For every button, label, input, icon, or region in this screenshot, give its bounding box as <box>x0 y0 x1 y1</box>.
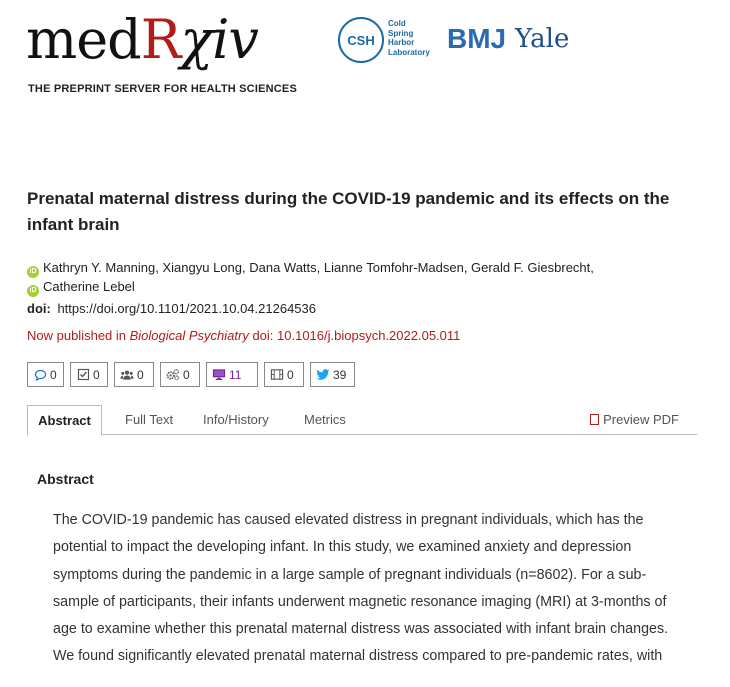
badge-count: 0 <box>50 367 57 382</box>
metrics-badges <box>27 362 355 387</box>
csh-logo-icon[interactable] <box>338 17 384 63</box>
badge-count: 0 <box>183 367 190 382</box>
badge-count: 39 <box>333 367 347 382</box>
logo-med: med <box>26 8 141 71</box>
altmetric-badge[interactable] <box>206 362 258 387</box>
csh-logo-text <box>388 19 430 57</box>
logo-r: R <box>140 8 181 71</box>
authors-line-1[interactable]: Kathryn Y. Manning, Xiangyu Long, Dana Watts, Lianne Tomfohr-Madsen, Gerald F. Giesbrecht, <box>43 260 594 275</box>
cogs-icon <box>166 368 180 382</box>
twitter-badge[interactable] <box>310 362 355 387</box>
tab-info-history[interactable]: Info/History <box>203 412 269 427</box>
doi-label: doi: <box>27 301 51 316</box>
doi-line <box>27 301 316 316</box>
monitor-icon <box>212 368 226 382</box>
article-title: Prenatal maternal distress during the COVID-19 pandemic and its effects on the infant brain <box>27 189 670 234</box>
badge-count: 0 <box>287 367 294 382</box>
tab-metrics[interactable]: Metrics <box>304 412 346 427</box>
authors-line-2[interactable]: Catherine Lebel <box>43 279 135 294</box>
users-icon <box>120 368 134 382</box>
comments-badge[interactable] <box>27 362 64 387</box>
film-icon <box>270 368 284 382</box>
csh-line: Harbor <box>388 38 415 47</box>
orcid-icon[interactable]: iD <box>27 285 39 297</box>
logo-xiv: χiv <box>180 8 258 71</box>
automated-badge[interactable] <box>160 362 200 387</box>
badge-count: 0 <box>93 367 100 382</box>
published-prefix: Now published in <box>27 328 130 343</box>
comment-icon <box>33 368 47 382</box>
badge-count: 11 <box>229 367 242 382</box>
site-tagline: THE PREPRINT SERVER FOR HEALTH SCIENCES <box>28 83 297 95</box>
preview-pdf-link[interactable] <box>590 405 679 435</box>
csh-line: Spring <box>388 28 414 38</box>
check-square-icon <box>76 368 90 382</box>
community-badge[interactable] <box>114 362 154 387</box>
media-badge[interactable] <box>264 362 304 387</box>
published-notice[interactable] <box>27 328 460 343</box>
preview-pdf-label: Preview PDF <box>603 412 679 427</box>
twitter-icon <box>316 368 330 382</box>
doi-link[interactable]: https://doi.org/10.1101/2021.10.04.21264536 <box>57 301 316 316</box>
medrxiv-logo[interactable] <box>26 10 258 70</box>
reviews-badge[interactable] <box>70 362 108 387</box>
csh-line: Laboratory <box>388 47 430 57</box>
published-doi: doi: 10.1016/j.biopsych.2022.05.011 <box>248 328 461 343</box>
abstract-body: The COVID-19 pandemic has caused elevated distress in pregnant individuals, which has the potential to impact the developing infant. In this study, we examined anxiety and depression symptoms during the pandemic in a large sample of pregnant individuals (n=8602). For a sub-sample of participants, their infants underwent magnetic resonance imaging (MRI) at 3-months of age to examine whether this prenatal maternal distress was associated with infant brain changes. We found significantly elevated prenatal maternal distress compared to pre-pandemic rates, with <box>53 512 669 665</box>
author-list <box>27 259 667 297</box>
article-tabs <box>27 405 697 435</box>
tab-full-text[interactable]: Full Text <box>125 412 174 427</box>
csh-mark: CSH <box>347 32 375 48</box>
tab-abstract[interactable]: Abstract <box>27 405 102 436</box>
bmj-logo[interactable]: BMJ <box>447 23 507 54</box>
badge-count: 0 <box>137 367 144 382</box>
pdf-file-icon <box>590 414 599 425</box>
abstract-heading: Abstract <box>37 471 94 487</box>
yale-logo[interactable]: Yale <box>515 24 570 54</box>
published-journal: Biological Psychiatry <box>129 328 249 343</box>
orcid-icon[interactable]: iD <box>27 266 39 278</box>
csh-line: Cold <box>388 19 406 28</box>
